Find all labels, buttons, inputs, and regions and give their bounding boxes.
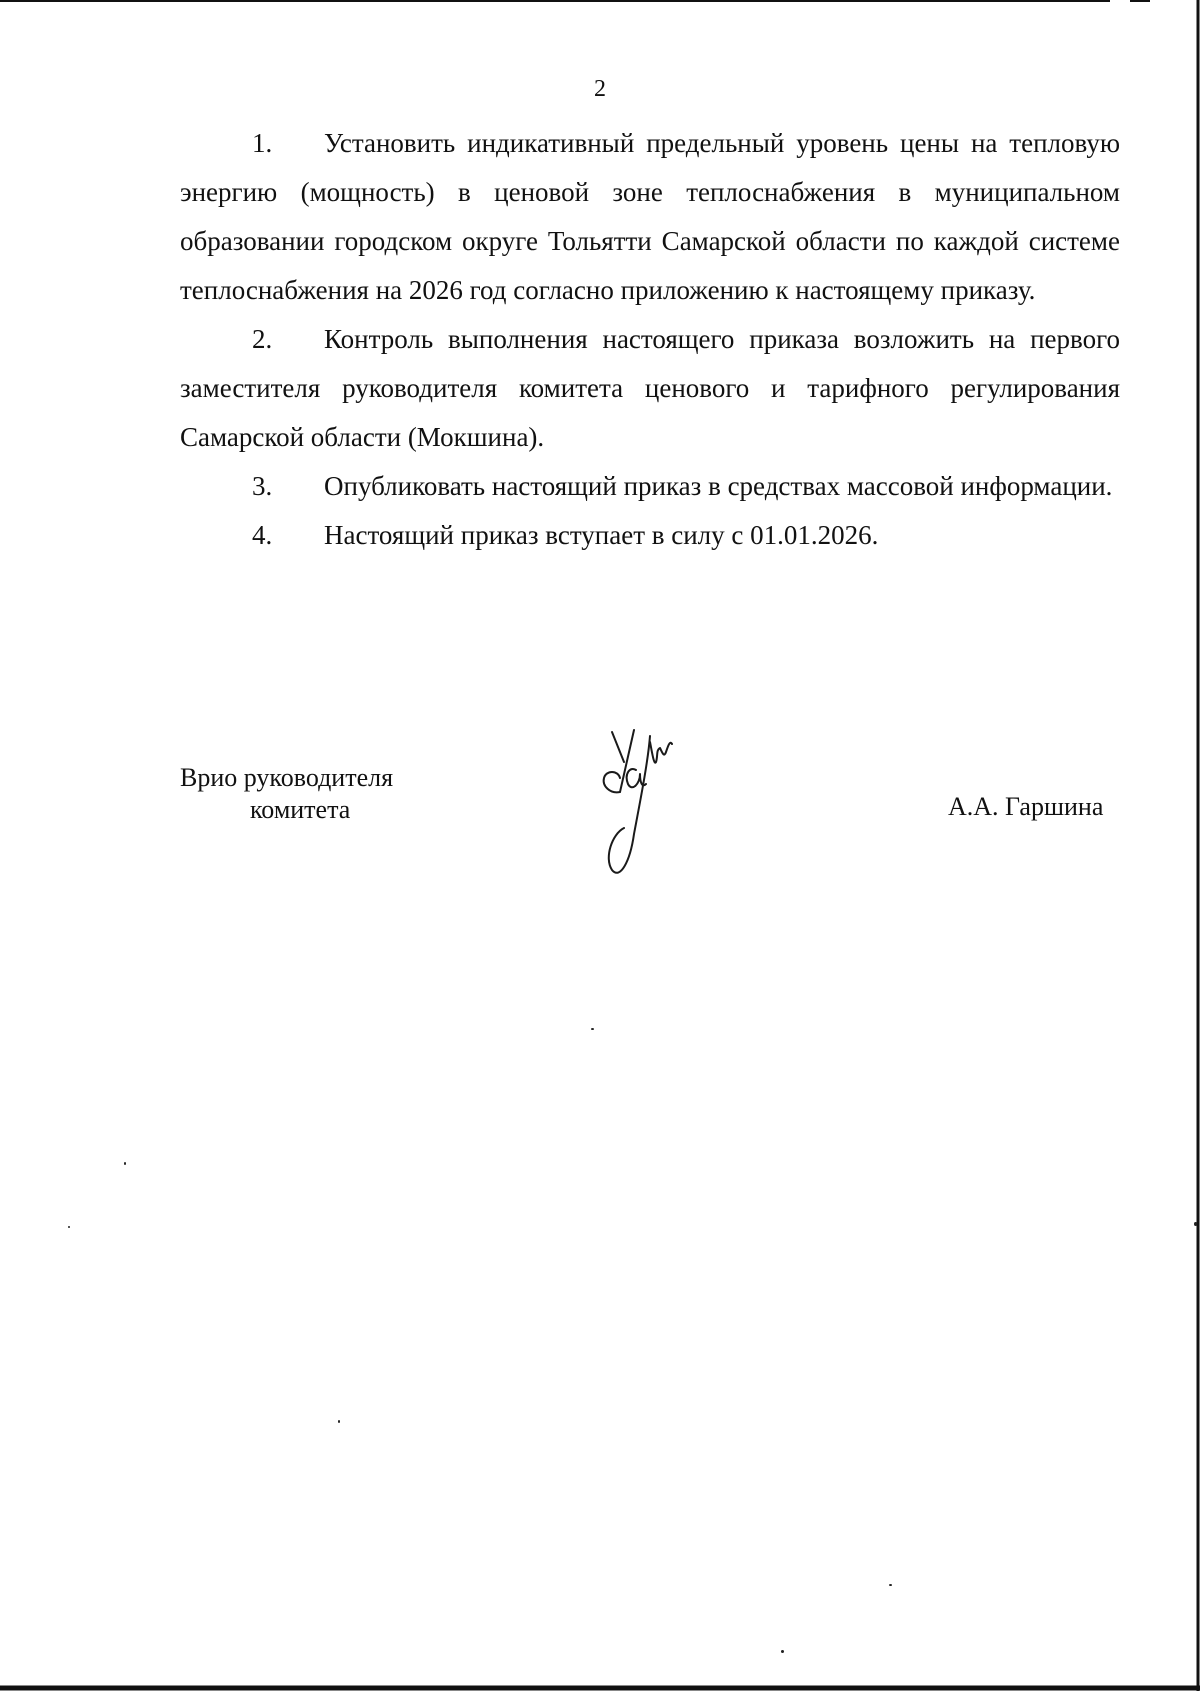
position-line-2: комитета xyxy=(250,795,351,824)
scan-speck xyxy=(68,1226,70,1228)
position-line-1: Врио руководителя xyxy=(180,763,394,792)
signatory-position xyxy=(180,762,393,826)
item-text: Установить индикативный предельный уровень цены на тепловую энергию (мощность) в ценовой зоне теплоснабжения в муниципальном образовании городском округе Тольятти Самарской области по каждой системе теплоснабжения на 2026 год согласно приложению к настоящему приказу. xyxy=(180,128,1120,305)
scan-speck xyxy=(889,1584,892,1586)
item-number: 4. xyxy=(252,520,273,550)
scan-speck xyxy=(124,1162,126,1165)
item-text: Настоящий приказ вступает в силу с 01.01.2026. xyxy=(324,520,879,550)
handwritten-signature xyxy=(590,722,710,892)
item-text: Опубликовать настоящий приказ в средствах массовой информации. xyxy=(324,471,1113,501)
scan-speck xyxy=(1194,1222,1197,1226)
scan-speck xyxy=(781,1650,784,1653)
scan-speck xyxy=(591,1028,594,1030)
item-text: Контроль выполнения настоящего приказа возложить на первого заместителя руководителя комитета ценового и тарифного регулирования Самарской области (Мокшина). xyxy=(180,324,1120,452)
scan-speck xyxy=(338,1420,340,1423)
item-number: 3. xyxy=(252,471,273,501)
signatory-name: А.А. Гаршина xyxy=(948,792,1104,821)
page-number: 2 xyxy=(594,76,606,102)
item-number: 1. xyxy=(252,128,273,158)
item-number: 2. xyxy=(252,324,273,354)
